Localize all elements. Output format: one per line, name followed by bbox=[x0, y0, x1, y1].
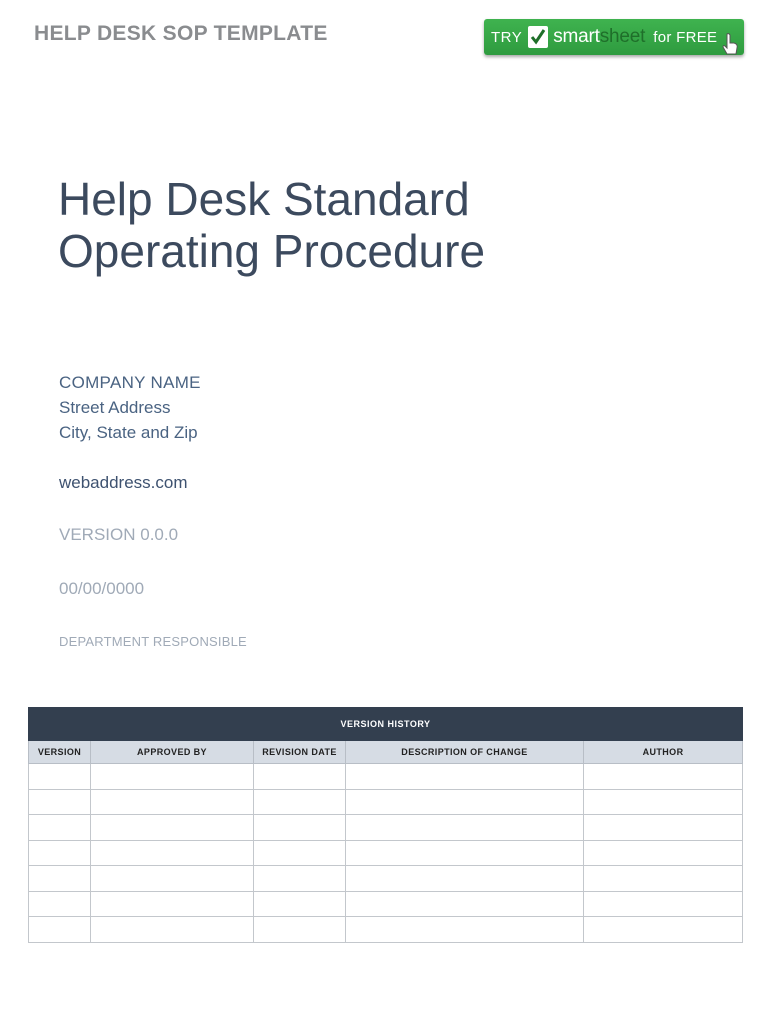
brand-regular: smart bbox=[553, 26, 600, 47]
table-cell[interactable] bbox=[584, 866, 743, 892]
table-cell[interactable] bbox=[91, 917, 254, 943]
city-state-zip: City, State and Zip bbox=[59, 423, 198, 442]
brand-bold: sheet bbox=[599, 26, 646, 47]
table-row bbox=[29, 789, 743, 815]
document-date: 00/00/0000 bbox=[59, 579, 145, 598]
table-row bbox=[29, 764, 743, 790]
table-row bbox=[29, 815, 743, 841]
col-header-description: DESCRIPTION OF CHANGE bbox=[346, 741, 584, 764]
col-header-approved-by: APPROVED BY bbox=[91, 741, 254, 764]
table-cell[interactable] bbox=[29, 917, 91, 943]
smartsheet-logo bbox=[553, 26, 645, 48]
table-row bbox=[29, 891, 743, 917]
company-name: COMPANY NAME bbox=[59, 373, 201, 392]
table-cell[interactable] bbox=[584, 891, 743, 917]
street-address: Street Address bbox=[59, 398, 171, 417]
table-cell[interactable] bbox=[584, 815, 743, 841]
table-cell[interactable] bbox=[584, 764, 743, 790]
table-cell[interactable] bbox=[29, 866, 91, 892]
table-cell[interactable] bbox=[346, 840, 584, 866]
col-header-revision-date: REVISION DATE bbox=[254, 741, 346, 764]
table-cell[interactable] bbox=[29, 815, 91, 841]
department-responsible: DEPARTMENT RESPONSIBLE bbox=[59, 634, 247, 649]
table-cell[interactable] bbox=[254, 866, 346, 892]
table-cell[interactable] bbox=[29, 891, 91, 917]
table-cell[interactable] bbox=[254, 840, 346, 866]
table-cell[interactable] bbox=[346, 764, 584, 790]
col-header-version: VERSION bbox=[29, 741, 91, 764]
table-cell[interactable] bbox=[91, 840, 254, 866]
cta-try-label: TRY bbox=[491, 28, 523, 46]
table-cell[interactable] bbox=[91, 764, 254, 790]
table-row bbox=[29, 917, 743, 943]
table-cell[interactable] bbox=[29, 789, 91, 815]
table-cell[interactable] bbox=[346, 866, 584, 892]
hand-cursor-icon bbox=[720, 32, 740, 61]
table-cell[interactable] bbox=[91, 789, 254, 815]
table-cell[interactable] bbox=[91, 891, 254, 917]
table-cell[interactable] bbox=[91, 815, 254, 841]
table-row bbox=[29, 840, 743, 866]
table-cell[interactable] bbox=[29, 764, 91, 790]
table-cell[interactable] bbox=[254, 891, 346, 917]
table-cell[interactable] bbox=[254, 764, 346, 790]
table-cell[interactable] bbox=[346, 789, 584, 815]
version-number: VERSION 0.0.0 bbox=[59, 525, 179, 544]
col-header-author: AUTHOR bbox=[584, 741, 743, 764]
table-cell[interactable] bbox=[91, 866, 254, 892]
table-cell[interactable] bbox=[584, 840, 743, 866]
template-title: HELP DESK SOP TEMPLATE bbox=[34, 22, 328, 45]
table-cell[interactable] bbox=[346, 815, 584, 841]
table-cell[interactable] bbox=[254, 789, 346, 815]
table-cell[interactable] bbox=[346, 917, 584, 943]
table-cell[interactable] bbox=[584, 789, 743, 815]
table-cell[interactable] bbox=[254, 815, 346, 841]
table-row bbox=[29, 866, 743, 892]
checkmark-icon bbox=[528, 26, 548, 48]
title-line-2: Operating Procedure bbox=[58, 225, 486, 277]
cta-free-label: for FREE bbox=[653, 28, 718, 46]
version-history-title: VERSION HISTORY bbox=[29, 708, 743, 741]
table-cell[interactable] bbox=[29, 840, 91, 866]
try-smartsheet-button[interactable] bbox=[484, 19, 744, 55]
title-line-1: Help Desk Standard bbox=[58, 173, 470, 225]
table-cell[interactable] bbox=[254, 917, 346, 943]
web-address: webaddress.com bbox=[59, 473, 188, 492]
version-history-body bbox=[29, 764, 743, 943]
version-history-table bbox=[28, 707, 743, 943]
table-cell[interactable] bbox=[346, 891, 584, 917]
table-cell[interactable] bbox=[584, 917, 743, 943]
document-title bbox=[58, 173, 485, 277]
